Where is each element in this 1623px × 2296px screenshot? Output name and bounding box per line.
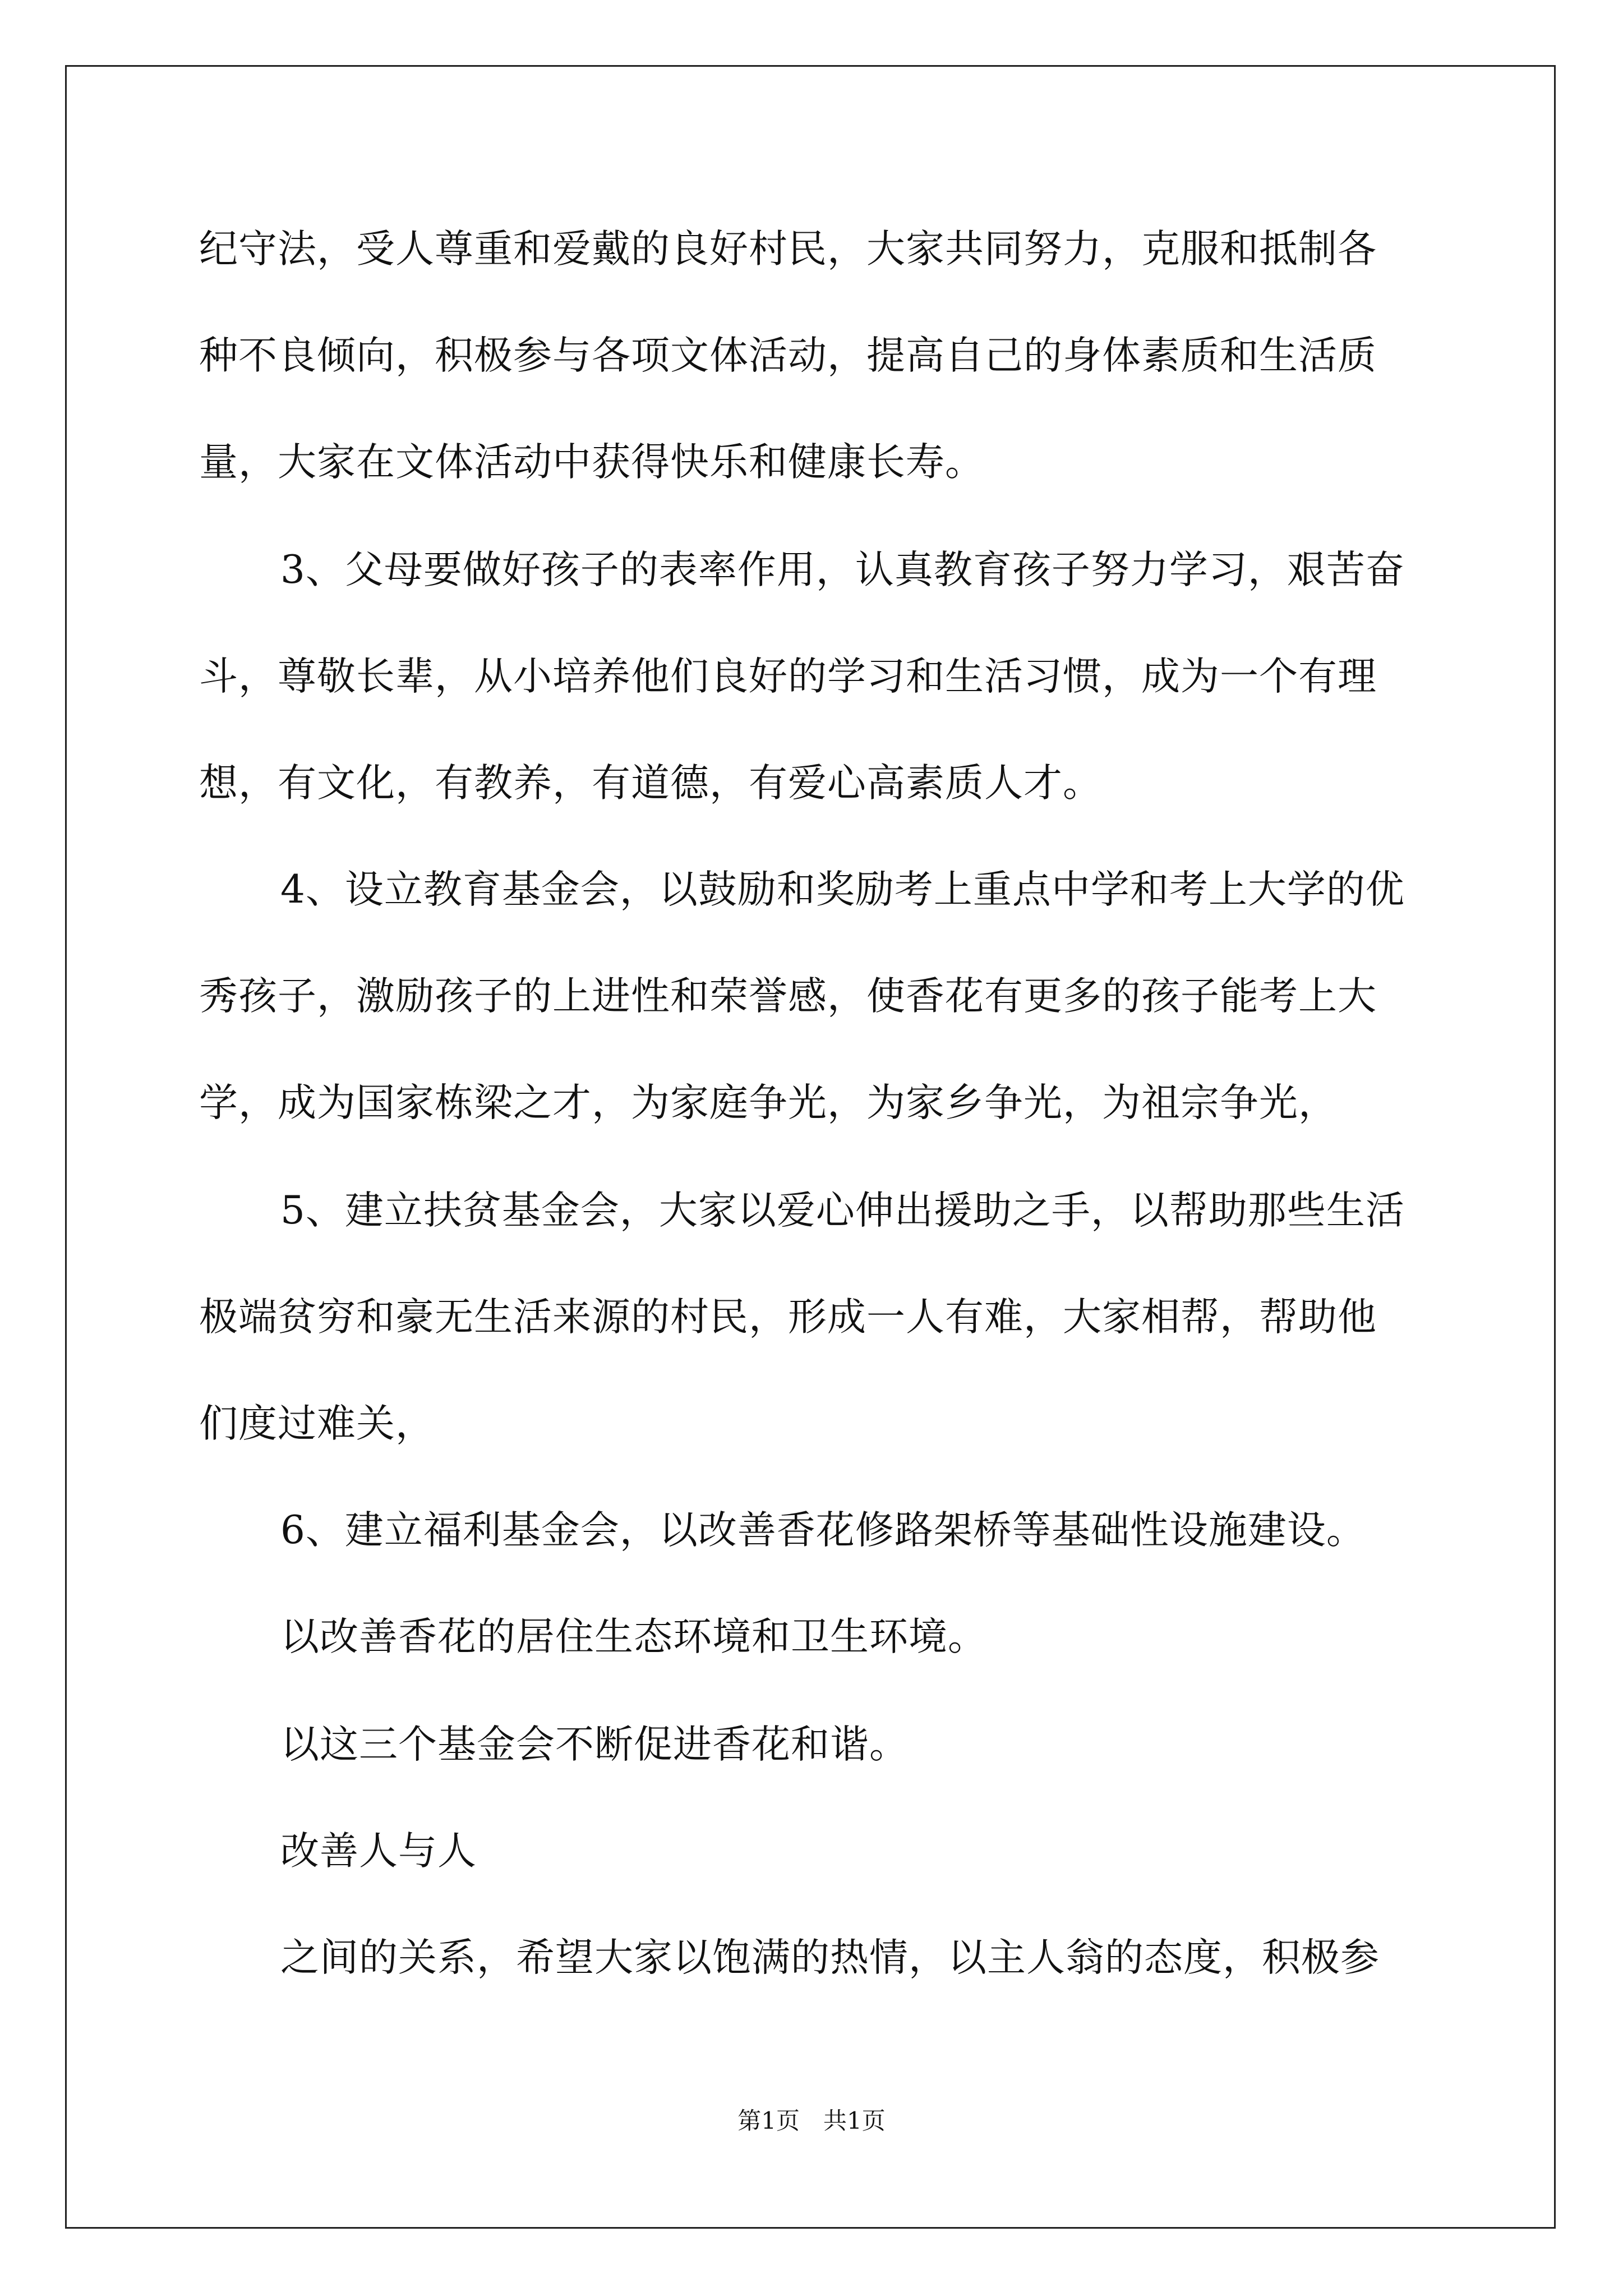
text-line: 4、设立教育基金会，以鼓励和奖励考上重点中学和考上大学的优: [280, 867, 1405, 912]
text-line: 想，有文化，有教养，有道德，有爱心高素质人才。: [199, 761, 1102, 806]
text-line: 斗，尊敬长辈，从小培养他们良好的学习和生活习惯，成为一个有理: [199, 654, 1377, 699]
text-line: 们度过难关，: [199, 1401, 435, 1446]
page-border: [65, 65, 1556, 2229]
text-line: 以这三个基金会不断促进香花和谐。: [280, 1722, 909, 1767]
text-line: 6、建立福利基金会，以改善香花修路架桥等基础性设施建设。: [280, 1508, 1366, 1553]
text-line: 以改善香花的居住生态环境和卫生环境。: [280, 1614, 987, 1659]
text-line: 量，大家在文体活动中获得快乐和健康长寿。: [199, 440, 984, 485]
text-line: 3、父母要做好孩子的表率作用，认真教育孩子努力学习，艰苦奋: [280, 547, 1405, 592]
text-line: 极端贫穷和豪无生活来源的村民，形成一人有难，大家相帮，帮助他: [199, 1295, 1377, 1340]
text-line: 之间的关系，希望大家以饱满的热情，以主人翁的态度，积极参: [280, 1935, 1380, 1980]
text-line: 改善人与人: [280, 1829, 477, 1874]
text-line: 种不良倾向，积极参与各项文体活动，提高自己的身体素质和生活质: [199, 333, 1377, 378]
text-line: 纪守法，受人尊重和爱戴的良好村民，大家共同努力，克服和抵制各: [199, 227, 1377, 272]
text-line: 学，成为国家栋梁之才，为家庭争光，为家乡争光，为祖宗争光，: [199, 1080, 1338, 1125]
text-line: 5、建立扶贫基金会，大家以爱心伸出援助之手，以帮助那些生活: [280, 1188, 1405, 1233]
text-line: 秀孩子，激励孩子的上进性和荣誉感，使香花有更多的孩子能考上大: [199, 974, 1377, 1019]
page-number: 第1页 共1页: [737, 2107, 886, 2134]
